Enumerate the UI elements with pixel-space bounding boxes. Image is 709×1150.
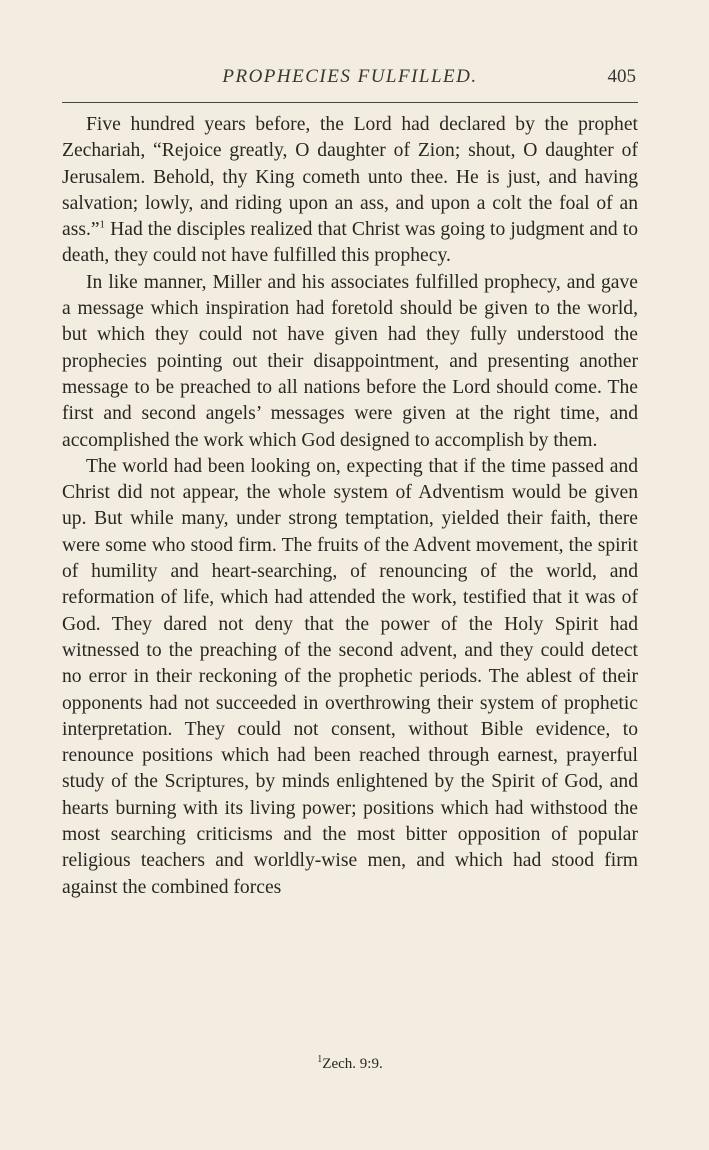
footnote — [62, 1056, 638, 1073]
paragraph-1-text: Five hundred years before, the Lord had declared by the prophet Zechariah, “Rejoice greatly, O daughter of Zion; shout, O daughter of Jerusalem. Behold, thy King cometh unto thee. He is just, and having salvation; lowly, and riding upon an ass, and upon a colt the foal of an ass.” — [62, 114, 638, 241]
body-text — [62, 112, 638, 901]
page-header — [62, 62, 638, 96]
header-rule — [62, 102, 638, 103]
book-page — [62, 62, 638, 1072]
paragraph-3: The world had been looking on, expecting that if the time passed and Christ did not appear, the whole system of Adventism would be given up. But while many, under strong temptation, yielded their faith, there were some who stood firm. The fruits of the Advent movement, the spirit of humility and heart-searching, of renouncing of the world, and reformation of life, which had attended the work, testified that it was of God. They dared not deny that the power of the Holy Spirit had witnessed to the preaching of the second advent, and they could detect no error in their reckoning of the prophetic periods. The ablest of their opponents had not succeeded in overthrowing their system of prophetic interpretation. They could not consent, without Bible evidence, to renounce positions which had been reached through earnest, prayerful study of the Scriptures, by minds enlightened by the Spirit of God, and hearts burning with its living power; positions which had withstood the most searching criticisms and the most bitter opposition of popular religious teachers and worldly-wise men, and which had stood firm against the combined forces — [62, 455, 638, 898]
running-title: PROPHECIES FULFILLED. — [222, 66, 478, 87]
paragraph-1 — [62, 112, 638, 270]
paragraph-1-continuation: Had the disciples realized that Christ was going to judgment and to death, they could not have fulfilled this prophecy. — [62, 219, 638, 267]
footnote-reference: 1 — [99, 218, 106, 231]
page-number: 405 — [607, 66, 636, 87]
footnote-text: Zech. 9:9. — [322, 1056, 383, 1072]
footnote-number: 1 — [317, 1054, 323, 1065]
paragraph-2: In like manner, Miller and his associates fulfilled prophecy, and gave a message which inspiration had foretold should be given to the world, but which they could not have given had they fully understood the prophecies pointing out their disappointment, and presenting another message to be preached to all nations before the Lord should come. The first and second angels’ messages were given at the right time, and accomplished the work which God designed to accomplish by them. — [62, 271, 638, 451]
